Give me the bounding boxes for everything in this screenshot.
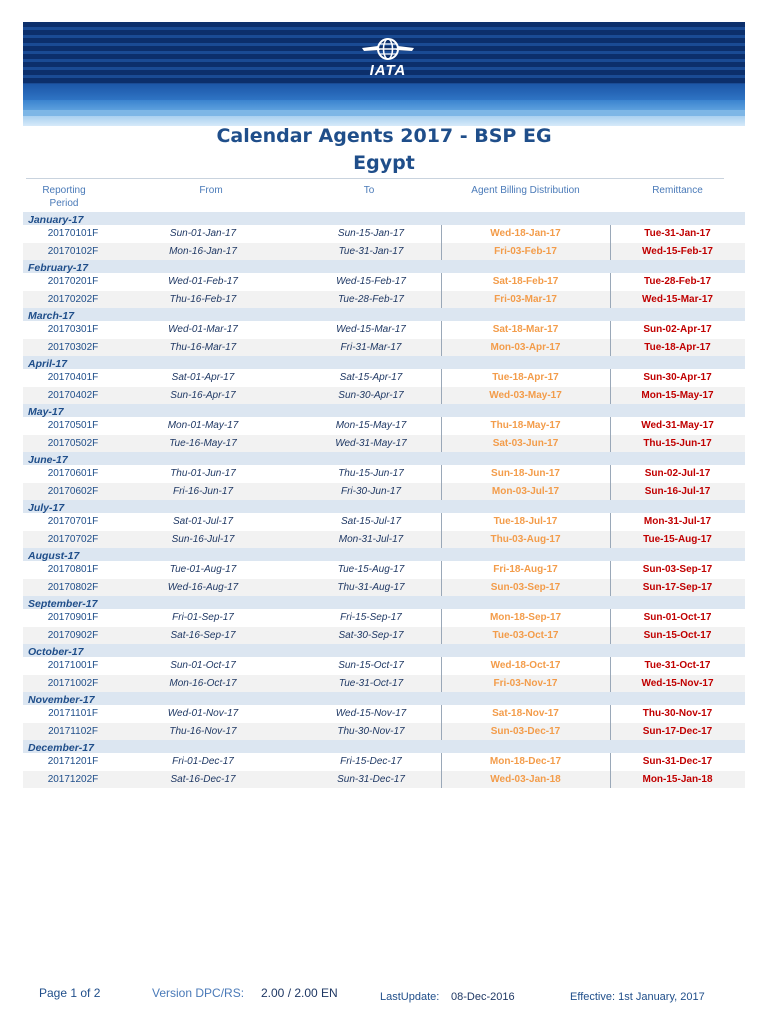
table-row	[23, 243, 745, 261]
cell-billing: Tue-18-Apr-17	[492, 372, 559, 383]
page-subtitle: Egypt	[353, 152, 415, 174]
month-header	[23, 548, 745, 561]
month-label: November-17	[28, 694, 95, 706]
cell-remittance: Wed-15-Feb-17	[642, 245, 713, 257]
column-divider	[441, 609, 442, 627]
cell-period: 20170702F	[47, 533, 99, 545]
cell-period: 20171202F	[47, 773, 99, 785]
footer-version-label: Version DPC/RS:	[152, 986, 245, 1000]
iata-globe-icon	[360, 36, 416, 64]
header-divider	[26, 178, 724, 179]
column-divider	[610, 435, 611, 453]
cell-billing: Sat-18-Nov-17	[492, 708, 559, 719]
cell-period: 20170701F	[47, 516, 99, 527]
cell-period: 20170302F	[47, 341, 99, 353]
header-banner	[23, 22, 745, 126]
cell-to: Tue-28-Feb-17	[338, 293, 404, 305]
column-divider	[610, 723, 611, 741]
cell-billing: Tue-03-Oct-17	[492, 629, 559, 641]
cell-remittance: Sun-31-Dec-17	[642, 756, 713, 767]
cell-period: 20171002F	[47, 677, 99, 689]
column-divider	[610, 225, 611, 243]
cell-to: Sun-30-Apr-17	[338, 389, 404, 401]
cell-period: 20170102F	[47, 245, 99, 257]
table-row	[23, 579, 745, 597]
cell-period: 20171101F	[48, 708, 98, 719]
cell-remittance: Sun-03-Sep-17	[642, 564, 713, 575]
table-row	[23, 771, 745, 789]
cell-period: 20170601F	[47, 468, 99, 479]
table-row	[23, 657, 745, 675]
column-divider	[441, 339, 442, 357]
column-divider	[610, 291, 611, 309]
cell-from: Fri-01-Sep-17	[172, 612, 234, 623]
cell-remittance: Mon-15-May-17	[641, 389, 714, 401]
cell-remittance: Sun-01-Oct-17	[643, 612, 712, 623]
cell-billing: Mon-18-Dec-17	[489, 756, 562, 767]
cell-period: 20170501F	[47, 420, 99, 431]
table-row	[23, 225, 745, 243]
cell-billing: Wed-03-Jan-18	[490, 773, 561, 785]
column-divider	[441, 387, 442, 405]
month-label: September-17	[28, 598, 98, 610]
table-row	[23, 723, 745, 741]
cell-from: Mon-16-Oct-17	[169, 677, 237, 689]
cell-period: 20170401F	[47, 372, 99, 383]
column-divider	[610, 531, 611, 549]
table-row	[23, 513, 745, 531]
cell-billing: Fri-03-Nov-17	[493, 677, 558, 689]
column-divider	[441, 225, 442, 243]
month-label: February-17	[28, 262, 89, 274]
column-divider	[441, 483, 442, 501]
footer-version-value: 2.00 / 2.00 EN	[261, 986, 338, 1000]
cell-remittance: Tue-31-Jan-17	[644, 228, 711, 239]
cell-billing: Wed-03-May-17	[489, 389, 562, 401]
cell-to: Sat-30-Sep-17	[338, 629, 404, 641]
cell-period: 20170802F	[47, 581, 99, 593]
month-header	[23, 452, 745, 465]
cell-from: Thu-16-Mar-17	[169, 341, 237, 353]
column-header-to: To	[363, 185, 375, 196]
cell-billing: Wed-18-Oct-17	[490, 660, 561, 671]
cell-to: Sat-15-Jul-17	[340, 516, 402, 527]
month-header	[23, 404, 745, 417]
iata-logo	[358, 36, 418, 82]
cell-billing: Wed-18-Jan-17	[490, 228, 561, 239]
cell-from: Mon-16-Jan-17	[169, 245, 237, 257]
cell-remittance: Tue-28-Feb-17	[643, 276, 712, 287]
month-header	[23, 644, 745, 657]
column-divider	[610, 483, 611, 501]
table-row	[23, 483, 745, 501]
month-label: May-17	[28, 406, 64, 418]
cell-to: Wed-15-Mar-17	[336, 324, 406, 335]
table-row	[23, 417, 745, 435]
month-header	[23, 212, 745, 225]
column-divider	[610, 771, 611, 789]
table-row	[23, 705, 745, 723]
cell-billing: Thu-03-Aug-17	[490, 533, 561, 545]
cell-from: Sat-01-Apr-17	[171, 372, 235, 383]
month-label: June-17	[28, 454, 68, 466]
cell-remittance: Sun-17-Sep-17	[642, 581, 713, 593]
column-divider	[441, 705, 442, 723]
month-header	[23, 692, 745, 705]
cell-to: Fri-15-Dec-17	[340, 756, 402, 767]
footer-effective: Effective: 1st January, 2017	[570, 991, 705, 1003]
cell-remittance: Sun-30-Apr-17	[643, 372, 712, 383]
cell-billing: Thu-18-May-17	[490, 420, 561, 431]
month-label: December-17	[28, 742, 94, 754]
cell-remittance: Mon-31-Jul-17	[643, 516, 712, 527]
cell-billing: Mon-18-Sep-17	[489, 612, 562, 623]
cell-to: Fri-30-Jun-17	[340, 485, 402, 497]
cell-from: Sat-16-Sep-17	[170, 629, 236, 641]
cell-billing: Sun-03-Sep-17	[490, 581, 561, 593]
column-divider	[441, 513, 442, 531]
column-divider	[610, 417, 611, 435]
cell-remittance: Tue-18-Apr-17	[644, 341, 711, 353]
column-divider	[441, 579, 442, 597]
calendar-table	[23, 212, 745, 788]
cell-from: Thu-16-Nov-17	[169, 725, 237, 737]
column-divider	[441, 627, 442, 645]
table-row	[23, 435, 745, 453]
cell-from: Wed-01-Feb-17	[168, 276, 238, 287]
cell-to: Fri-31-Mar-17	[340, 341, 402, 353]
table-row	[23, 753, 745, 771]
cell-billing: Mon-03-Apr-17	[490, 341, 561, 353]
column-divider	[610, 339, 611, 357]
cell-remittance: Sun-16-Jul-17	[644, 485, 711, 497]
month-label: August-17	[28, 550, 80, 562]
month-header	[23, 740, 745, 753]
column-header-remittance: Remittance	[652, 185, 703, 196]
month-header	[23, 596, 745, 609]
cell-to: Tue-31-Oct-17	[338, 677, 404, 689]
cell-period: 20170502F	[47, 437, 99, 449]
cell-remittance: Wed-15-Mar-17	[642, 293, 713, 305]
cell-period: 20170202F	[47, 293, 99, 305]
column-divider	[441, 465, 442, 483]
cell-to: Fri-15-Sep-17	[340, 612, 402, 623]
column-divider	[441, 657, 442, 675]
cell-billing: Fri-03-Mar-17	[494, 293, 557, 305]
cell-billing: Sun-03-Dec-17	[490, 725, 561, 737]
footer-page: Page 1 of 2	[39, 986, 101, 1000]
column-divider	[610, 321, 611, 339]
cell-from: Sat-16-Dec-17	[170, 773, 236, 785]
column-divider	[441, 291, 442, 309]
column-divider	[610, 273, 611, 291]
cell-to: Tue-15-Aug-17	[337, 564, 405, 575]
table-row	[23, 531, 745, 549]
column-divider	[441, 561, 442, 579]
cell-to: Thu-30-Nov-17	[337, 725, 405, 737]
column-header-from: From	[199, 185, 223, 196]
cell-from: Fri-01-Dec-17	[172, 756, 234, 767]
table-row	[23, 273, 745, 291]
column-divider	[610, 705, 611, 723]
month-label: January-17	[28, 214, 84, 226]
column-divider	[441, 369, 442, 387]
cell-billing: Tue-18-Jul-17	[493, 516, 558, 527]
cell-remittance: Thu-15-Jun-17	[643, 437, 712, 449]
column-divider	[441, 243, 442, 261]
cell-remittance: Sun-15-Oct-17	[643, 629, 712, 641]
column-divider	[610, 561, 611, 579]
cell-to: Mon-31-Jul-17	[338, 533, 404, 545]
cell-to: Wed-15-Nov-17	[335, 708, 407, 719]
column-divider	[441, 723, 442, 741]
month-header	[23, 308, 745, 321]
column-divider	[441, 273, 442, 291]
month-header	[23, 356, 745, 369]
column-header-period: Reporting Period	[42, 185, 86, 209]
cell-period: 20171102F	[48, 725, 98, 737]
table-row	[23, 339, 745, 357]
column-divider	[441, 531, 442, 549]
month-label: March-17	[28, 310, 75, 322]
cell-to: Sat-15-Apr-17	[339, 372, 403, 383]
cell-remittance: Thu-30-Nov-17	[642, 708, 713, 719]
cell-to: Wed-31-May-17	[335, 437, 407, 449]
cell-period: 20170901F	[47, 612, 99, 623]
table-row	[23, 675, 745, 693]
month-label: July-17	[28, 502, 65, 514]
cell-from: Wed-16-Aug-17	[167, 581, 239, 593]
page-title: Calendar Agents 2017 - BSP EG	[216, 125, 552, 147]
cell-remittance: Tue-15-Aug-17	[643, 533, 712, 545]
table-row	[23, 369, 745, 387]
cell-to: Wed-15-Feb-17	[336, 276, 406, 287]
cell-period: 20170801F	[47, 564, 99, 575]
cell-to: Sun-15-Jan-17	[337, 228, 405, 239]
month-header	[23, 260, 745, 273]
cell-remittance: Sun-02-Apr-17	[643, 324, 712, 335]
cell-from: Sun-16-Jul-17	[171, 533, 235, 545]
column-divider	[610, 675, 611, 693]
cell-to: Thu-31-Aug-17	[337, 581, 405, 593]
cell-to: Tue-31-Jan-17	[338, 245, 404, 257]
cell-to: Sun-31-Dec-17	[337, 773, 405, 785]
cell-period: 20170301F	[47, 324, 99, 335]
cell-billing: Sun-18-Jun-17	[491, 468, 560, 479]
table-row	[23, 465, 745, 483]
column-divider	[441, 753, 442, 771]
cell-from: Fri-16-Jun-17	[172, 485, 234, 497]
cell-to: Mon-15-May-17	[335, 420, 407, 431]
column-divider	[610, 243, 611, 261]
footer-lastupdate-value: 08-Dec-2016	[451, 991, 515, 1003]
cell-period: 20170201F	[47, 276, 99, 287]
footer-lastupdate-label: LastUpdate:	[380, 991, 440, 1003]
cell-period: 20170402F	[47, 389, 99, 401]
cell-to: Thu-15-Jun-17	[338, 468, 404, 479]
cell-billing: Sat-03-Jun-17	[492, 437, 559, 449]
cell-from: Tue-16-May-17	[169, 437, 237, 449]
column-divider	[441, 675, 442, 693]
cell-period: 20170101F	[47, 228, 99, 239]
cell-from: Sun-01-Jan-17	[169, 228, 237, 239]
cell-to: Sun-15-Oct-17	[338, 660, 404, 671]
cell-period: 20171001F	[47, 660, 99, 671]
table-row	[23, 627, 745, 645]
cell-from: Thu-01-Jun-17	[170, 468, 236, 479]
column-divider	[610, 627, 611, 645]
cell-from: Tue-01-Aug-17	[169, 564, 237, 575]
cell-billing: Mon-03-Jul-17	[491, 485, 560, 497]
month-label: October-17	[28, 646, 84, 658]
cell-billing: Fri-03-Feb-17	[494, 245, 557, 257]
column-divider	[441, 321, 442, 339]
cell-remittance: Sun-17-Dec-17	[642, 725, 713, 737]
column-divider	[610, 369, 611, 387]
cell-billing: Sat-18-Feb-17	[492, 276, 559, 287]
column-divider	[441, 417, 442, 435]
cell-from: Sat-01-Jul-17	[172, 516, 234, 527]
column-divider	[610, 657, 611, 675]
column-divider	[610, 513, 611, 531]
cell-billing: Sat-18-Mar-17	[492, 324, 559, 335]
column-header-billing: Agent Billing Distribution	[471, 185, 580, 196]
column-divider	[610, 609, 611, 627]
table-row	[23, 387, 745, 405]
cell-period: 20170902F	[47, 629, 99, 641]
cell-from: Mon-01-May-17	[167, 420, 239, 431]
column-divider	[610, 753, 611, 771]
cell-from: Wed-01-Nov-17	[167, 708, 239, 719]
cell-from: Wed-01-Mar-17	[168, 324, 238, 335]
cell-remittance: Tue-31-Oct-17	[644, 660, 711, 671]
cell-remittance: Wed-15-Nov-17	[641, 677, 714, 689]
table-row	[23, 291, 745, 309]
month-header	[23, 500, 745, 513]
cell-from: Sun-01-Oct-17	[170, 660, 236, 671]
column-divider	[441, 771, 442, 789]
column-divider	[610, 387, 611, 405]
cell-period: 20170602F	[47, 485, 99, 497]
cell-from: Sun-16-Apr-17	[170, 389, 236, 401]
cell-billing: Fri-18-Aug-17	[493, 564, 558, 575]
cell-remittance: Mon-15-Jan-18	[642, 773, 713, 785]
table-row	[23, 609, 745, 627]
column-divider	[441, 435, 442, 453]
logo-text: IATA	[369, 62, 407, 79]
cell-from: Thu-16-Feb-17	[169, 293, 237, 305]
month-label: April-17	[28, 358, 68, 370]
cell-remittance: Sun-02-Jul-17	[644, 468, 711, 479]
column-divider	[610, 579, 611, 597]
column-divider	[610, 465, 611, 483]
table-row	[23, 321, 745, 339]
table-row	[23, 561, 745, 579]
cell-period: 20171201F	[47, 756, 99, 767]
cell-remittance: Wed-31-May-17	[641, 420, 714, 431]
